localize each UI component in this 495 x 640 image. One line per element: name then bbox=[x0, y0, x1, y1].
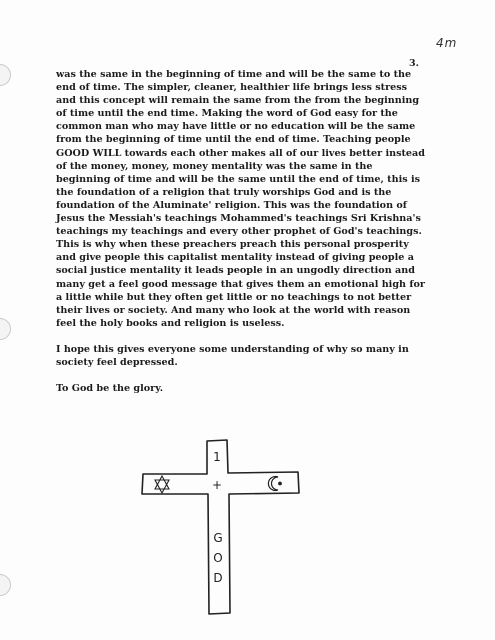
cross-word-letter: D bbox=[213, 571, 223, 585]
paragraph: I hope this gives everyone some understanding of why so many in society feel depressed. bbox=[56, 343, 409, 368]
paragraph: To God be the glory. bbox=[56, 383, 164, 395]
cross-word-letter: G bbox=[213, 531, 223, 545]
paragraph: was the same in the beginning of time and will be the same to the end of time. The simpler, cleaner, healthier life brings less stress and this concept will remain the same from the from the beginning of time until the end time. Making the word of God easy for the common man who may have little or no education will be the same from the beginning of time until the end of time. Teaching people GOOD WILL towards each other makes all of our lives better instead of the money, money, money mentality was the same in the beginning of time and will be the same until the end of time, this is the foundation of a religion that truly worships God and is the foundation of the Aluminate' religion. This was the foundation of Jesus the Messiah's teachings Mohammed's teachings Sri Krishna's teachings my teachings and every other prophet of God's teachings. This is why when these preachers preach this personal prosperity and give people this capitalist mentality instead of giving people a social justice mentality it leads people in an ungodly direction and many get a feel good message that gives them an emotional high for a little while but they often get little or no teachings to not better their lives or society. And many who look at the world with reason feel the holy books and religion is useless. bbox=[56, 69, 425, 329]
page-number: 3. bbox=[409, 58, 419, 69]
cross-outline bbox=[142, 440, 299, 614]
crescent-and-star-icon bbox=[268, 477, 281, 491]
binder-hole bbox=[0, 574, 11, 596]
cross-word-letter: O bbox=[213, 551, 223, 565]
binder-hole bbox=[0, 318, 11, 340]
body-text bbox=[56, 68, 428, 408]
star-of-david-icon bbox=[155, 476, 169, 493]
cross-top-label: 1 bbox=[213, 450, 221, 464]
cross-center-mark: + bbox=[211, 478, 223, 492]
handwritten-note: 4m bbox=[436, 36, 458, 50]
binder-hole bbox=[0, 64, 11, 86]
hand-drawn-cross bbox=[140, 437, 320, 617]
